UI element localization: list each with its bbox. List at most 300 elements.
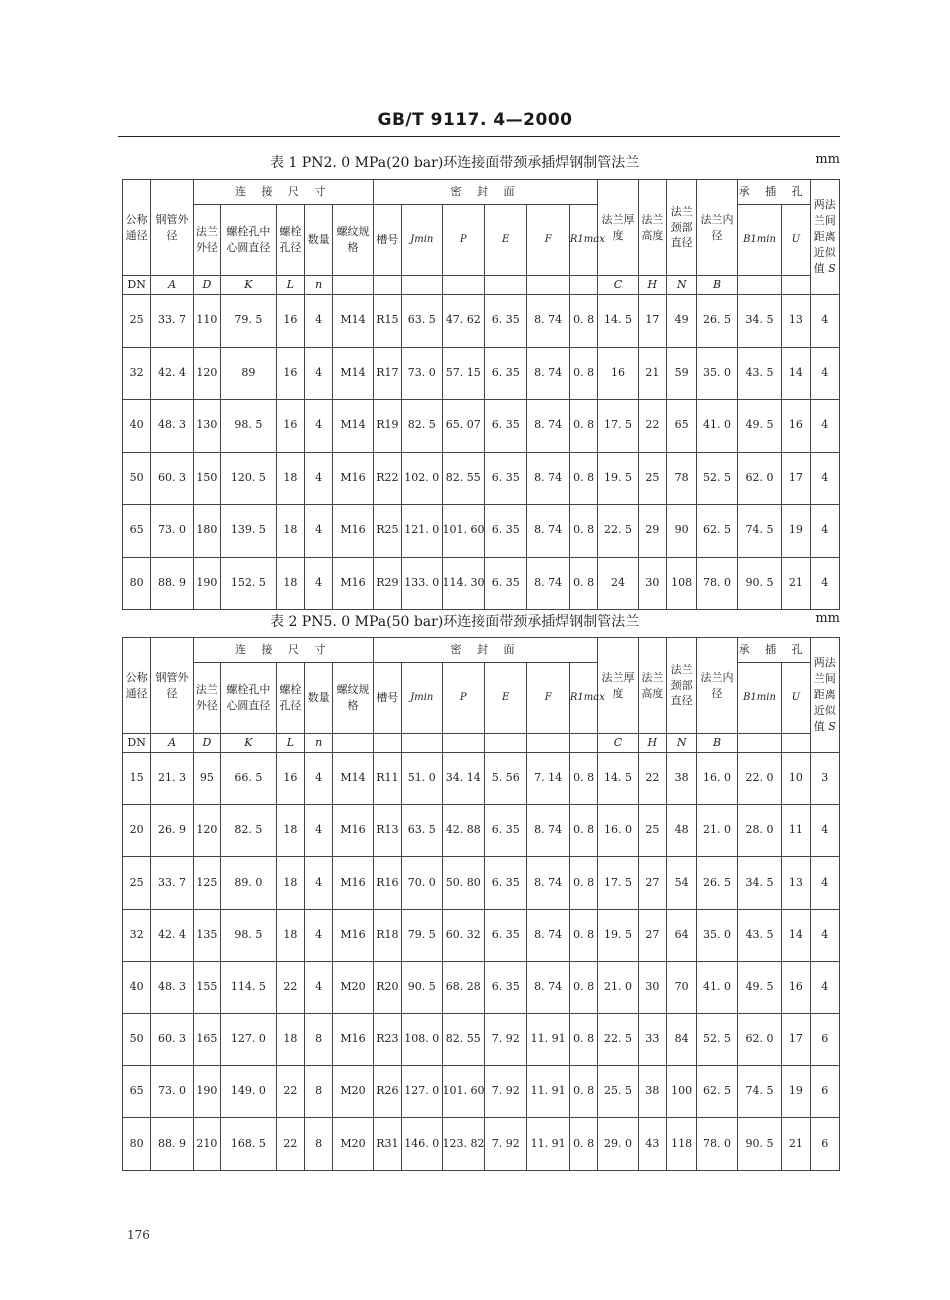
sym-s: S <box>828 261 836 275</box>
table-cell: M16 <box>333 452 373 505</box>
table-cell: 88. 9 <box>151 1118 193 1170</box>
hdr-nominal: 公称通径 <box>123 638 151 734</box>
table-cell: 21. 0 <box>598 961 638 1013</box>
table-cell: 6. 35 <box>484 961 526 1013</box>
table-cell: 26. 9 <box>151 805 193 857</box>
table-cell: 6. 35 <box>484 295 526 348</box>
table-row <box>123 909 840 961</box>
table-cell: 127. 0 <box>402 1066 442 1118</box>
table-cell: 0. 8 <box>569 557 597 610</box>
table-cell: 79. 5 <box>402 909 442 961</box>
table-cell: 11 <box>782 805 810 857</box>
hdr-flange-od: 法兰外径 <box>193 205 220 276</box>
table-cell: 60. 32 <box>442 909 484 961</box>
table-cell: 16 <box>782 400 810 453</box>
sym-c: C <box>598 276 638 295</box>
hdr-groove: 槽号 <box>373 205 401 276</box>
table-cell: 54 <box>667 857 697 909</box>
sym-k: K <box>221 734 277 753</box>
hdr-pipe-od: 钢管外径 <box>151 180 193 276</box>
hdr-e: E <box>484 205 526 276</box>
table-row <box>123 1066 840 1118</box>
table-row <box>123 753 840 805</box>
sym-blank <box>373 734 401 753</box>
table1-caption-text: 表 1 PN2. 0 MPa(20 bar)环连接面带颈承插焊钢制管法兰 <box>270 155 640 171</box>
sym-blank <box>569 734 597 753</box>
table-cell: 74. 5 <box>737 1066 781 1118</box>
table-cell: M16 <box>333 557 373 610</box>
sym-d: D <box>193 734 220 753</box>
table-cell: 8. 74 <box>527 909 569 961</box>
table2-body <box>123 753 840 1171</box>
table-cell: R17 <box>373 347 401 400</box>
table-cell: 100 <box>667 1066 697 1118</box>
table-cell: 73. 0 <box>402 347 442 400</box>
table-cell: 21. 3 <box>151 753 193 805</box>
table2-header <box>123 638 840 753</box>
hdr-bolt-hole: 螺栓孔径 <box>276 205 304 276</box>
table-cell: 63. 5 <box>402 805 442 857</box>
table-cell: 8 <box>305 1066 333 1118</box>
table-cell: 50. 80 <box>442 857 484 909</box>
table-cell: 41. 0 <box>697 961 737 1013</box>
table-cell: 127. 0 <box>221 1013 277 1065</box>
table-cell: 16. 0 <box>598 805 638 857</box>
table-cell: 130 <box>193 400 220 453</box>
table-cell: 22. 5 <box>598 505 638 558</box>
sym-k: K <box>221 276 277 295</box>
table-cell: 190 <box>193 1066 220 1118</box>
hdr-thread: 螺纹规格 <box>333 663 373 734</box>
hdr-thickness: 法兰厚度 <box>598 638 638 734</box>
sym-blank <box>333 276 373 295</box>
table-cell: M14 <box>333 295 373 348</box>
table-cell: R25 <box>373 505 401 558</box>
table-cell: 80 <box>123 1118 151 1170</box>
sym-d: D <box>193 276 220 295</box>
table-cell: M20 <box>333 1118 373 1170</box>
table-cell: 78 <box>667 452 697 505</box>
hdr-bore: 法兰内径 <box>697 638 737 734</box>
table-cell: 16 <box>598 347 638 400</box>
hdr-nominal: 公称通径 <box>123 180 151 276</box>
table2-unit: mm <box>815 611 840 626</box>
hdr-bore: 法兰内径 <box>697 180 737 276</box>
table-cell: 4 <box>305 805 333 857</box>
table-cell: 18 <box>276 557 304 610</box>
table-cell: 6. 35 <box>484 347 526 400</box>
header-rule <box>118 136 840 137</box>
table-cell: 16 <box>782 961 810 1013</box>
sym-n: n <box>305 734 333 753</box>
hdr-height: 法兰高度 <box>638 180 666 276</box>
sym-blank <box>737 734 781 753</box>
table-cell: 22 <box>276 1118 304 1170</box>
table-cell: 21 <box>782 557 810 610</box>
table-cell: 26. 5 <box>697 857 737 909</box>
table-cell: 22 <box>638 753 666 805</box>
table-cell: 42. 4 <box>151 347 193 400</box>
standard-header: GB/T 9117. 4—2000 <box>377 110 573 130</box>
table-cell: 52. 5 <box>697 452 737 505</box>
table-cell: 18 <box>276 909 304 961</box>
table-cell: 123. 82 <box>442 1118 484 1170</box>
table-cell: 28. 0 <box>737 805 781 857</box>
hdr-bolt-circle: 螺栓孔中心圆直径 <box>221 205 277 276</box>
table-cell: 6. 35 <box>484 452 526 505</box>
table-cell: 21 <box>782 1118 810 1170</box>
table1-caption <box>120 152 840 172</box>
table-cell: 34. 5 <box>737 295 781 348</box>
table-cell: 18 <box>276 805 304 857</box>
sym-blank <box>402 734 442 753</box>
table-cell: 16 <box>276 753 304 805</box>
table-cell: 5. 56 <box>484 753 526 805</box>
hdr-f: F <box>527 205 569 276</box>
table-row <box>123 400 840 453</box>
hdr-connection: 连 接 尺 寸 <box>193 180 373 205</box>
table-cell: 101. 60 <box>442 505 484 558</box>
table-cell: 30 <box>638 961 666 1013</box>
table-cell: 82. 5 <box>402 400 442 453</box>
hdr-gap-text: 两法兰间距离近似值 <box>813 656 836 733</box>
table-cell: 8 <box>305 1118 333 1170</box>
table-cell: 7. 92 <box>484 1118 526 1170</box>
table-cell: 65 <box>123 505 151 558</box>
sym-blank <box>442 734 484 753</box>
table-cell: R20 <box>373 961 401 1013</box>
table-cell: 0. 8 <box>569 909 597 961</box>
table-cell: 29 <box>638 505 666 558</box>
table-cell: 35. 0 <box>697 347 737 400</box>
sym-dn: DN <box>123 734 151 753</box>
table-row <box>123 1013 840 1065</box>
table-cell: 6. 35 <box>484 909 526 961</box>
table-cell: 4 <box>810 400 839 453</box>
table-cell: 155 <box>193 961 220 1013</box>
table-cell: 38 <box>667 753 697 805</box>
table-cell: 43. 5 <box>737 909 781 961</box>
table-cell: 4 <box>810 961 839 1013</box>
table-cell: 65 <box>667 400 697 453</box>
table-cell: 73. 0 <box>151 1066 193 1118</box>
table2-caption-text: 表 2 PN5. 0 MPa(50 bar)环连接面带颈承插焊钢制管法兰 <box>270 614 640 630</box>
table-cell: 82. 55 <box>442 452 484 505</box>
sym-l: L <box>276 276 304 295</box>
sym-blank <box>527 734 569 753</box>
table-cell: 110 <box>193 295 220 348</box>
table-cell: 63. 5 <box>402 295 442 348</box>
table-cell: 18 <box>276 1013 304 1065</box>
hdr-jmin: Jmin <box>402 663 442 734</box>
table-cell: 4 <box>305 347 333 400</box>
table-cell: 50 <box>123 452 151 505</box>
table-cell: 8. 74 <box>527 452 569 505</box>
sym-blank <box>484 734 526 753</box>
table-cell: 98. 5 <box>221 909 277 961</box>
table-cell: 6. 35 <box>484 400 526 453</box>
table-cell: 8. 74 <box>527 961 569 1013</box>
table-cell: 70 <box>667 961 697 1013</box>
table-cell: M14 <box>333 347 373 400</box>
table-row <box>123 452 840 505</box>
sym-blank <box>782 276 810 295</box>
table-cell: 16 <box>276 347 304 400</box>
hdr-groove: 槽号 <box>373 663 401 734</box>
table-cell: R29 <box>373 557 401 610</box>
table-cell: 0. 8 <box>569 347 597 400</box>
hdr-u: U <box>782 205 810 276</box>
table-cell: 62. 5 <box>697 1066 737 1118</box>
table-cell: 47. 62 <box>442 295 484 348</box>
page-number: 176 <box>127 1228 150 1242</box>
hdr-gap <box>810 638 839 753</box>
table-cell: 3 <box>810 753 839 805</box>
table-cell: 4 <box>810 505 839 558</box>
table-cell: 62. 0 <box>737 452 781 505</box>
table-cell: M16 <box>333 505 373 558</box>
sym-blank <box>333 734 373 753</box>
table-cell: 21 <box>638 347 666 400</box>
table-cell: 120. 5 <box>221 452 277 505</box>
table-cell: 7. 92 <box>484 1013 526 1065</box>
table-cell: 4 <box>305 857 333 909</box>
table-cell: 19 <box>782 505 810 558</box>
table-row <box>123 857 840 909</box>
table-cell: 8. 74 <box>527 505 569 558</box>
table-cell: 6 <box>810 1118 839 1170</box>
table-cell: 6 <box>810 1066 839 1118</box>
table-cell: 22 <box>638 400 666 453</box>
sym-n: n <box>305 276 333 295</box>
table-cell: 11. 91 <box>527 1013 569 1065</box>
table1-body <box>123 295 840 610</box>
table-cell: 20 <box>123 805 151 857</box>
sym-nn: N <box>667 276 697 295</box>
table-cell: 62. 5 <box>697 505 737 558</box>
table-row <box>123 805 840 857</box>
hdr-flange-od: 法兰外径 <box>193 663 220 734</box>
table-cell: 0. 8 <box>569 1118 597 1170</box>
sym-blank <box>484 276 526 295</box>
table-cell: 40 <box>123 400 151 453</box>
table-cell: 34. 14 <box>442 753 484 805</box>
table-cell: 6 <box>810 1013 839 1065</box>
table-cell: 11. 91 <box>527 1066 569 1118</box>
table-cell: R19 <box>373 400 401 453</box>
table-cell: 48 <box>667 805 697 857</box>
table-cell: 17 <box>782 452 810 505</box>
table-cell: 82. 55 <box>442 1013 484 1065</box>
table-cell: M14 <box>333 400 373 453</box>
table1-unit: mm <box>815 152 840 167</box>
sym-blank <box>442 276 484 295</box>
hdr-r1max: R1max <box>569 205 597 276</box>
table-cell: M16 <box>333 1013 373 1065</box>
hdr-socket: 承 插 孔 <box>737 180 810 205</box>
table-cell: 101. 60 <box>442 1066 484 1118</box>
hdr-f: F <box>527 663 569 734</box>
table-cell: 18 <box>276 857 304 909</box>
table-cell: 18 <box>276 452 304 505</box>
table-cell: 43. 5 <box>737 347 781 400</box>
table-cell: 8. 74 <box>527 857 569 909</box>
table-cell: 4 <box>810 452 839 505</box>
table-cell: 50 <box>123 1013 151 1065</box>
table-row <box>123 505 840 558</box>
table-cell: 30 <box>638 557 666 610</box>
table-cell: 35. 0 <box>697 909 737 961</box>
table-cell: 4 <box>810 909 839 961</box>
table-cell: 84 <box>667 1013 697 1065</box>
table-cell: 16 <box>276 295 304 348</box>
table-cell: 14 <box>782 347 810 400</box>
table-cell: 121. 0 <box>402 505 442 558</box>
table-cell: R31 <box>373 1118 401 1170</box>
table-cell: 4 <box>305 505 333 558</box>
table-cell: 0. 8 <box>569 1013 597 1065</box>
table-cell: 0. 8 <box>569 805 597 857</box>
table-cell: 59 <box>667 347 697 400</box>
table-cell: 42. 4 <box>151 909 193 961</box>
table-cell: 6. 35 <box>484 857 526 909</box>
table-cell: 25 <box>123 857 151 909</box>
table-cell: 17 <box>638 295 666 348</box>
table-cell: 49. 5 <box>737 400 781 453</box>
table-cell: 27 <box>638 909 666 961</box>
table-cell: 4 <box>305 961 333 1013</box>
hdr-pipe-od: 钢管外径 <box>151 638 193 734</box>
table-cell: 0. 8 <box>569 400 597 453</box>
sym-nn: N <box>667 734 697 753</box>
table-cell: 7. 14 <box>527 753 569 805</box>
table-cell: M16 <box>333 857 373 909</box>
table-cell: 42. 88 <box>442 805 484 857</box>
table-cell: 6. 35 <box>484 805 526 857</box>
table-cell: 25 <box>638 452 666 505</box>
hdr-quantity: 数量 <box>305 663 333 734</box>
sym-b: B <box>697 734 737 753</box>
table-cell: 4 <box>305 400 333 453</box>
table-cell: R22 <box>373 452 401 505</box>
table-cell: 165 <box>193 1013 220 1065</box>
table-cell: 114. 30 <box>442 557 484 610</box>
table-cell: 21. 0 <box>697 805 737 857</box>
sym-h: H <box>638 276 666 295</box>
table-cell: 43 <box>638 1118 666 1170</box>
table-cell: 32 <box>123 347 151 400</box>
table-cell: 139. 5 <box>221 505 277 558</box>
table-cell: 19. 5 <box>598 452 638 505</box>
sym-blank <box>373 276 401 295</box>
table-cell: 8. 74 <box>527 805 569 857</box>
sym-a: A <box>151 734 193 753</box>
hdr-thickness: 法兰厚度 <box>598 180 638 276</box>
table-cell: 90 <box>667 505 697 558</box>
table-cell: 74. 5 <box>737 505 781 558</box>
table-cell: 33. 7 <box>151 295 193 348</box>
table-cell: 51. 0 <box>402 753 442 805</box>
table-cell: 48. 3 <box>151 400 193 453</box>
table-cell: 82. 5 <box>221 805 277 857</box>
flange-table-1 <box>122 179 840 610</box>
table-cell: R18 <box>373 909 401 961</box>
table-cell: 62. 0 <box>737 1013 781 1065</box>
hdr-e: E <box>484 663 526 734</box>
table1-header <box>123 180 840 295</box>
table-cell: 210 <box>193 1118 220 1170</box>
table-cell: 15 <box>123 753 151 805</box>
table-cell: 4 <box>810 805 839 857</box>
hdr-gap-text: 两法兰间距离近似值 <box>813 198 836 275</box>
sym-blank <box>402 276 442 295</box>
table-cell: 60. 3 <box>151 1013 193 1065</box>
table-cell: 13 <box>782 295 810 348</box>
sym-blank <box>569 276 597 295</box>
sym-c: C <box>598 734 638 753</box>
table-cell: 25. 5 <box>598 1066 638 1118</box>
table-cell: 120 <box>193 347 220 400</box>
table-cell: 4 <box>305 295 333 348</box>
table-cell: 70. 0 <box>402 857 442 909</box>
table-cell: 38 <box>638 1066 666 1118</box>
table-cell: 22. 5 <box>598 1013 638 1065</box>
table-cell: 114. 5 <box>221 961 277 1013</box>
sym-dn: DN <box>123 276 151 295</box>
sym-s: S <box>828 719 836 733</box>
table-cell: 108 <box>667 557 697 610</box>
hdr-sealing: 密 封 面 <box>373 638 598 663</box>
table-cell: 149. 0 <box>221 1066 277 1118</box>
table-row <box>123 1118 840 1170</box>
table-cell: 73. 0 <box>151 505 193 558</box>
table-cell: 78. 0 <box>697 557 737 610</box>
table-cell: 8. 74 <box>527 295 569 348</box>
table-cell: 25 <box>123 295 151 348</box>
table-cell: 4 <box>305 753 333 805</box>
table-cell: 17 <box>782 1013 810 1065</box>
table-cell: 90. 5 <box>737 557 781 610</box>
table-cell: 0. 8 <box>569 452 597 505</box>
table-cell: 133. 0 <box>402 557 442 610</box>
table-cell: 152. 5 <box>221 557 277 610</box>
table-cell: 52. 5 <box>697 1013 737 1065</box>
hdr-quantity: 数量 <box>305 205 333 276</box>
table-cell: R11 <box>373 753 401 805</box>
table-cell: R16 <box>373 857 401 909</box>
table-cell: 120 <box>193 805 220 857</box>
table-cell: 57. 15 <box>442 347 484 400</box>
table-cell: 22. 0 <box>737 753 781 805</box>
hdr-b1min: B1min <box>737 205 781 276</box>
table-cell: 0. 8 <box>569 961 597 1013</box>
table-cell: R13 <box>373 805 401 857</box>
table-cell: 4 <box>810 857 839 909</box>
sym-blank <box>527 276 569 295</box>
table-cell: 14. 5 <box>598 753 638 805</box>
table-row <box>123 347 840 400</box>
flange-table-2 <box>122 637 840 1171</box>
table-cell: 4 <box>305 452 333 505</box>
table-cell: 4 <box>305 557 333 610</box>
table-cell: 135 <box>193 909 220 961</box>
table-cell: 49 <box>667 295 697 348</box>
table-cell: M20 <box>333 1066 373 1118</box>
table-cell: 89 <box>221 347 277 400</box>
table-cell: 90. 5 <box>402 961 442 1013</box>
table-cell: 10 <box>782 753 810 805</box>
table-cell: 190 <box>193 557 220 610</box>
